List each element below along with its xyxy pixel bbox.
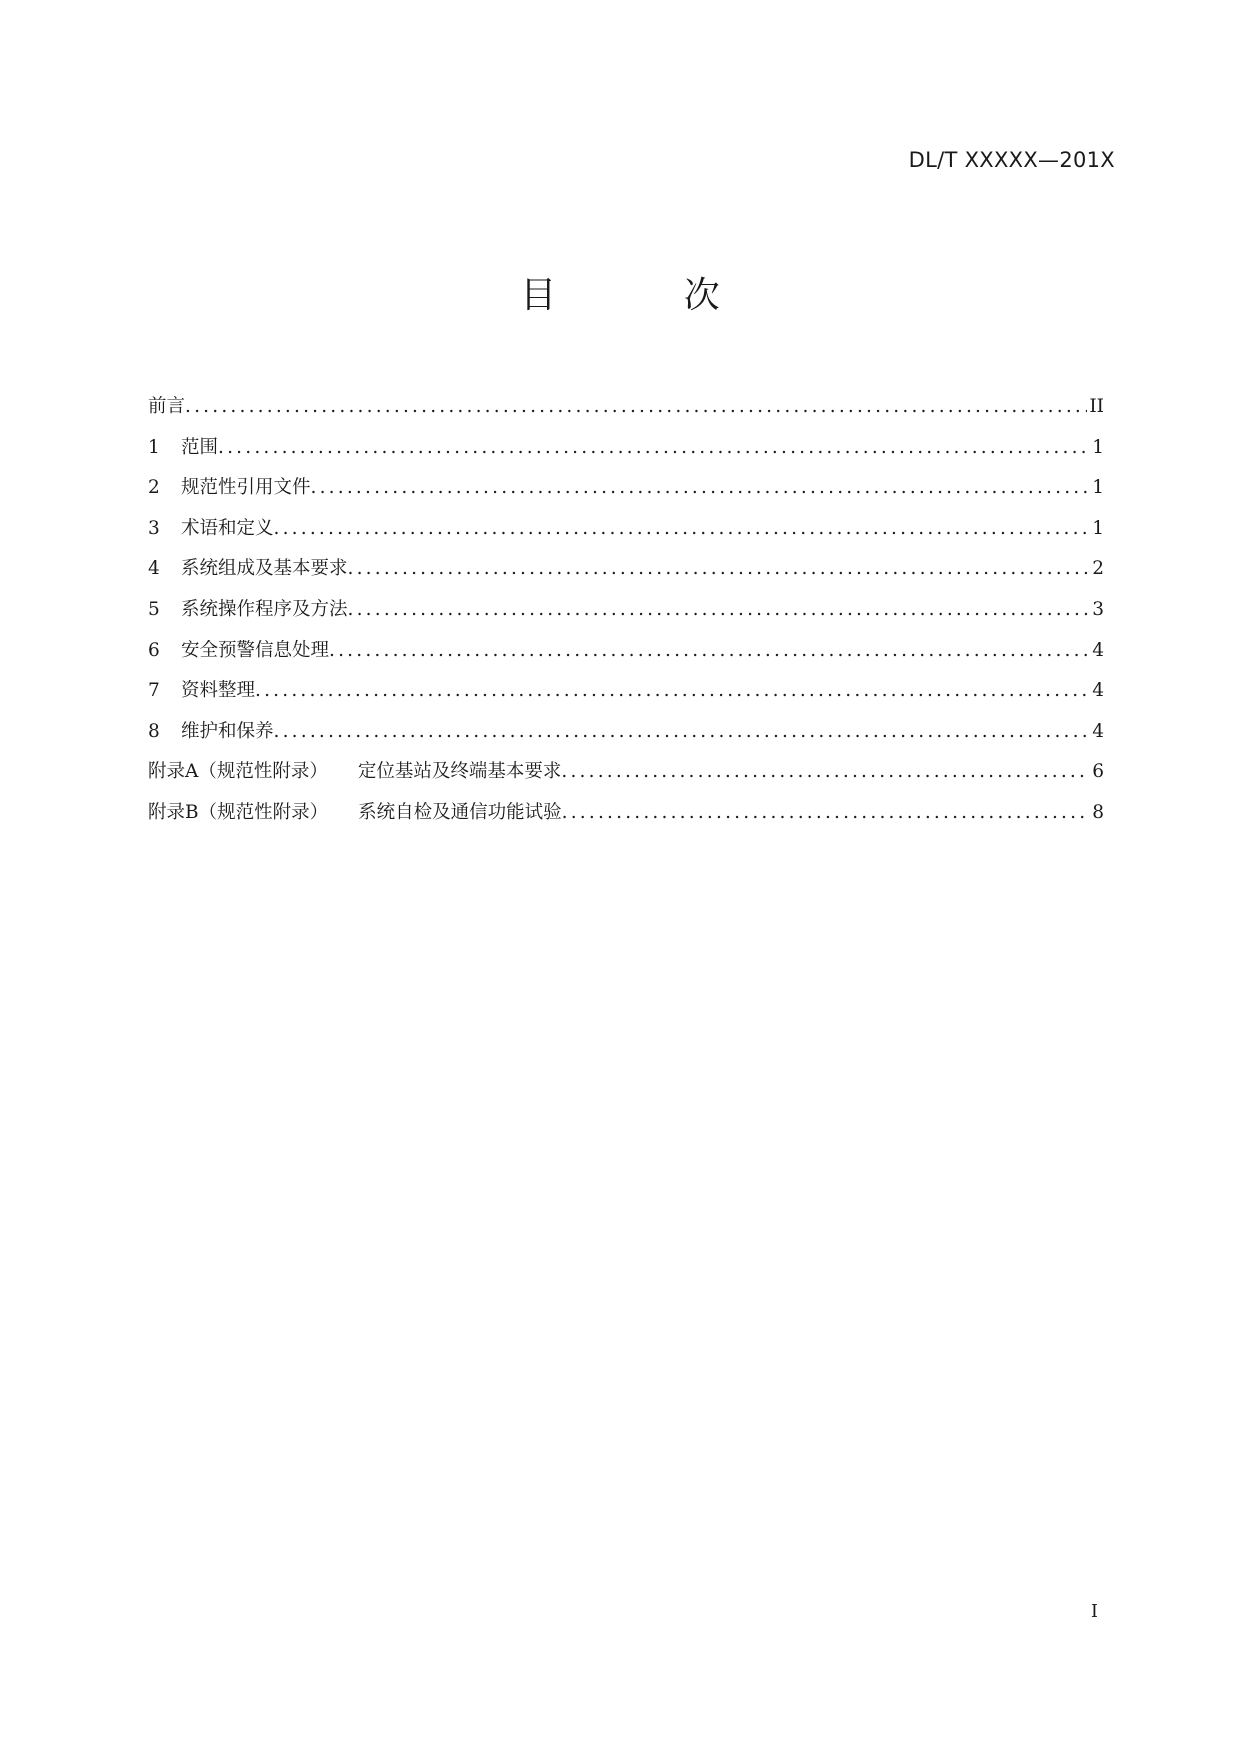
dot-leader <box>561 752 1090 793</box>
page-title: 目 次 <box>520 275 778 316</box>
page-number: I <box>1090 1601 1098 1622</box>
toc-entry-label: 资料整理 <box>181 680 256 702</box>
toc-entry-number: 3 <box>148 517 160 539</box>
toc-entry-number: 2 <box>148 477 160 499</box>
toc-entry-number: 8 <box>148 720 160 742</box>
toc-entry-appendix-a[interactable] <box>148 752 1104 793</box>
toc-entry-page: 4 <box>1092 639 1104 661</box>
toc-entry-label: 前言 <box>148 396 186 417</box>
document-code: DL/T XXXXX—201X <box>908 148 1115 172</box>
table-of-contents <box>148 387 1104 834</box>
dot-leader <box>562 793 1091 834</box>
dot-leader <box>329 631 1090 672</box>
dot-leader <box>348 590 1091 631</box>
toc-entry-label: 安全预警信息处理 <box>181 639 330 661</box>
toc-entry-number: 4 <box>148 558 160 580</box>
toc-entry-label: 附录A（规范性附录） <box>148 761 328 783</box>
dot-leader <box>185 387 1087 428</box>
toc-entry-page: 1 <box>1092 517 1104 539</box>
toc-entry-number: 7 <box>148 680 160 702</box>
dot-leader <box>274 509 1091 550</box>
toc-entry-safety-warning[interactable] <box>148 631 1104 672</box>
toc-entry-data-organization[interactable] <box>148 671 1104 712</box>
toc-entry-preface[interactable] <box>148 387 1104 428</box>
toc-entry-number: 6 <box>148 639 160 661</box>
toc-entry-page: 4 <box>1092 680 1104 702</box>
toc-entry-page: 8 <box>1092 801 1104 823</box>
dot-leader <box>218 428 1090 469</box>
toc-entry-label: 范围 <box>181 436 219 458</box>
toc-entry-maintenance[interactable] <box>148 712 1104 753</box>
toc-entry-label: 系统操作程序及方法 <box>181 598 348 620</box>
toc-entry-page: 1 <box>1092 436 1104 458</box>
toc-entry-label: 附录B（规范性附录） <box>148 801 329 823</box>
toc-entry-number: 5 <box>148 598 160 620</box>
toc-entry-number: 1 <box>148 436 160 458</box>
toc-entry-page: 1 <box>1092 477 1104 499</box>
toc-entry-label: 维护和保养 <box>181 720 274 742</box>
toc-entry-system-composition[interactable] <box>148 549 1104 590</box>
toc-entry-page: 4 <box>1092 720 1104 742</box>
toc-entry-page: II <box>1089 396 1104 417</box>
dot-leader <box>311 468 1091 509</box>
toc-entry-page: 3 <box>1092 598 1104 620</box>
toc-entry-appendix-b[interactable] <box>148 793 1104 834</box>
toc-entry-label: 系统组成及基本要求 <box>181 558 348 580</box>
toc-entry-scope[interactable] <box>148 428 1104 469</box>
toc-entry-label: 规范性引用文件 <box>181 477 311 499</box>
toc-entry-label: 术语和定义 <box>181 517 274 539</box>
dot-leader <box>348 549 1091 590</box>
toc-entry-terms-definitions[interactable] <box>148 509 1104 550</box>
toc-entry-normative-references[interactable] <box>148 468 1104 509</box>
toc-entry-page: 6 <box>1092 761 1104 783</box>
dot-leader <box>255 671 1090 712</box>
toc-entry-description: 系统自检及通信功能试验 <box>358 801 562 823</box>
toc-entry-description: 定位基站及终端基本要求 <box>357 761 562 783</box>
toc-entry-operating-procedures[interactable] <box>148 590 1104 631</box>
toc-entry-page: 2 <box>1092 558 1104 580</box>
dot-leader <box>274 712 1091 753</box>
